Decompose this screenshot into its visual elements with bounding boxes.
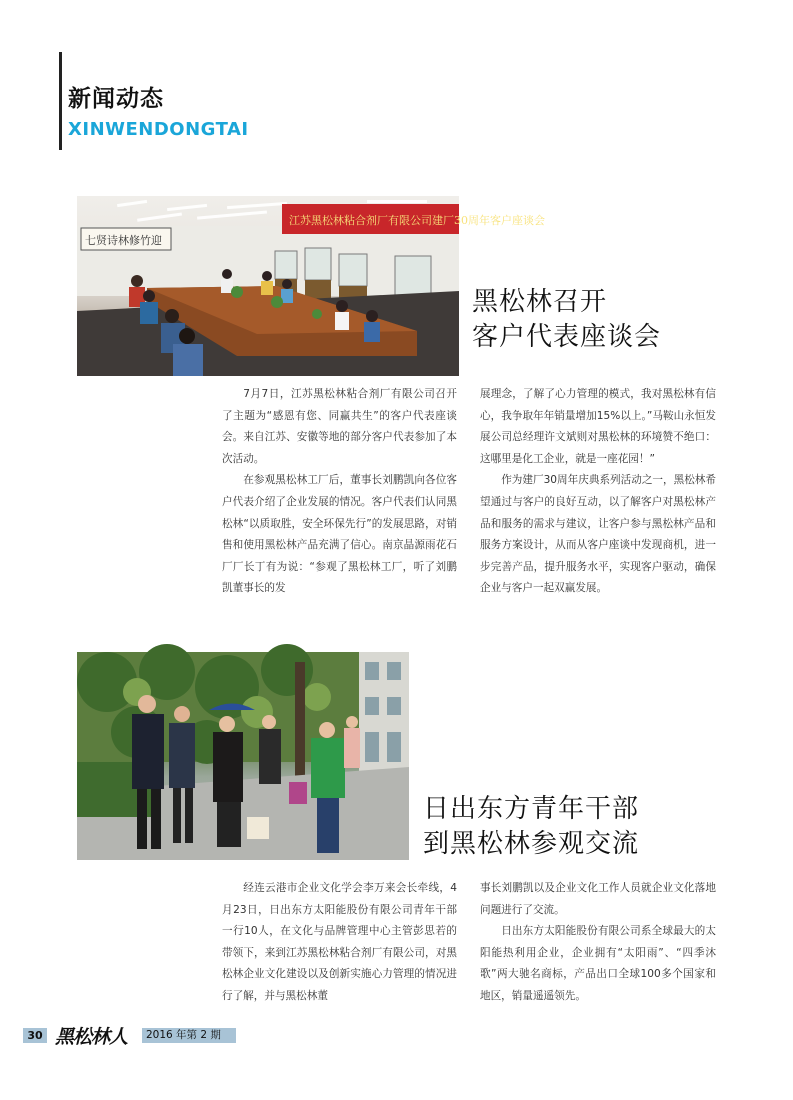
visit-scene-illustration: [77, 652, 409, 860]
visit-photo: [77, 652, 409, 860]
article2-column1: [222, 878, 457, 1008]
section-title: 新闻动态: [68, 86, 164, 112]
section-bar: [59, 52, 62, 150]
article1-paragraph: 7月7日，江苏黑松林粘合剂厂有限公司召开了主题为“感恩有您、同赢共生”的客户代表座谈会。来自江苏、安徽等地的部分客户代表参加了本次活动。: [222, 388, 457, 465]
section-title-en: XINWENDONGTAI: [68, 119, 249, 140]
magazine-logo: 黑松林人: [55, 1026, 128, 1048]
banner-text: 江苏黑松林粘合剂厂有限公司建厂30周年客户座谈会: [289, 214, 545, 227]
article1-column1: [222, 384, 457, 600]
article2-paragraph: 事长刘鹏凯以及企业文化工作人员就企业文化落地问题进行了交流。: [480, 882, 716, 916]
article2-paragraph: 经连云港市企业文化学会李万来会长牵线，4月23日，日出东方太阳能股份有限公司青年干部一行10人，在文化与品牌管理中心主管彭思若的带领下，来到江苏黑松林粘合剂厂有限公司，对黑松林企业文化建设以及创新实施心力管理的情况进行了解，并与黑松林董: [222, 882, 457, 1002]
issue-label: 2016 年第 2 期: [142, 1028, 236, 1043]
article1-paragraph: 展理念，了解了心力管理的模式，我对黑松林有信心，我争取年年销量增加15%以上。”马鞍山永恒发展公司总经理许文斌则对黑松林的环境赞不绝口：这哪里是化工企业，就是一座花园！”: [480, 388, 716, 465]
wall-calligraphy: 七贤诗林修竹迎: [85, 234, 162, 247]
article1-paragraph: 作为建厂30周年庆典系列活动之一，黑松林希望通过与客户的良好互动，以了解客户对黑松林产品和服务的需求与建议，让客户参与黑松林产品和服务方案设计，从而从客户座谈中发现商机，进一步完善产品，提升服务水平，实现客户驱动，确保企业与客户一起双赢发展。: [480, 474, 716, 595]
article1-headline-line1: 黑松林召开: [472, 287, 608, 317]
article2-paragraph: 日出东方太阳能股份有限公司系全球最大的太阳能热利用企业，企业拥有“太阳雨”、“四季沐歌”两大驰名商标，产品出口全球100多个国家和地区，销量遥遥领先。: [480, 925, 716, 1002]
article2-headline-line2: 到黑松林参观交流: [423, 829, 640, 859]
article1-paragraph: 在参观黑松林工厂后，董事长刘鹏凯向各位客户代表介绍了企业发展的情况。客户代表们认同黑松林“以质取胜，安全环保先行”的发展思路，对销售和使用黑松林产品充满了信心。南京晶源雨花石厂厂长丁有为说：“参观了黑松林工厂，听了刘鹏凯董事长的发: [222, 474, 457, 595]
article1-column2: [480, 384, 716, 600]
article2-headline-line1: 日出东方青年干部: [423, 794, 640, 824]
article1-headline-line2: 客户代表座谈会: [472, 322, 662, 352]
article2-headline: [423, 792, 639, 862]
article1-headline: [472, 285, 661, 355]
article2-column2: [480, 878, 716, 1008]
page-number: 30: [23, 1028, 47, 1043]
